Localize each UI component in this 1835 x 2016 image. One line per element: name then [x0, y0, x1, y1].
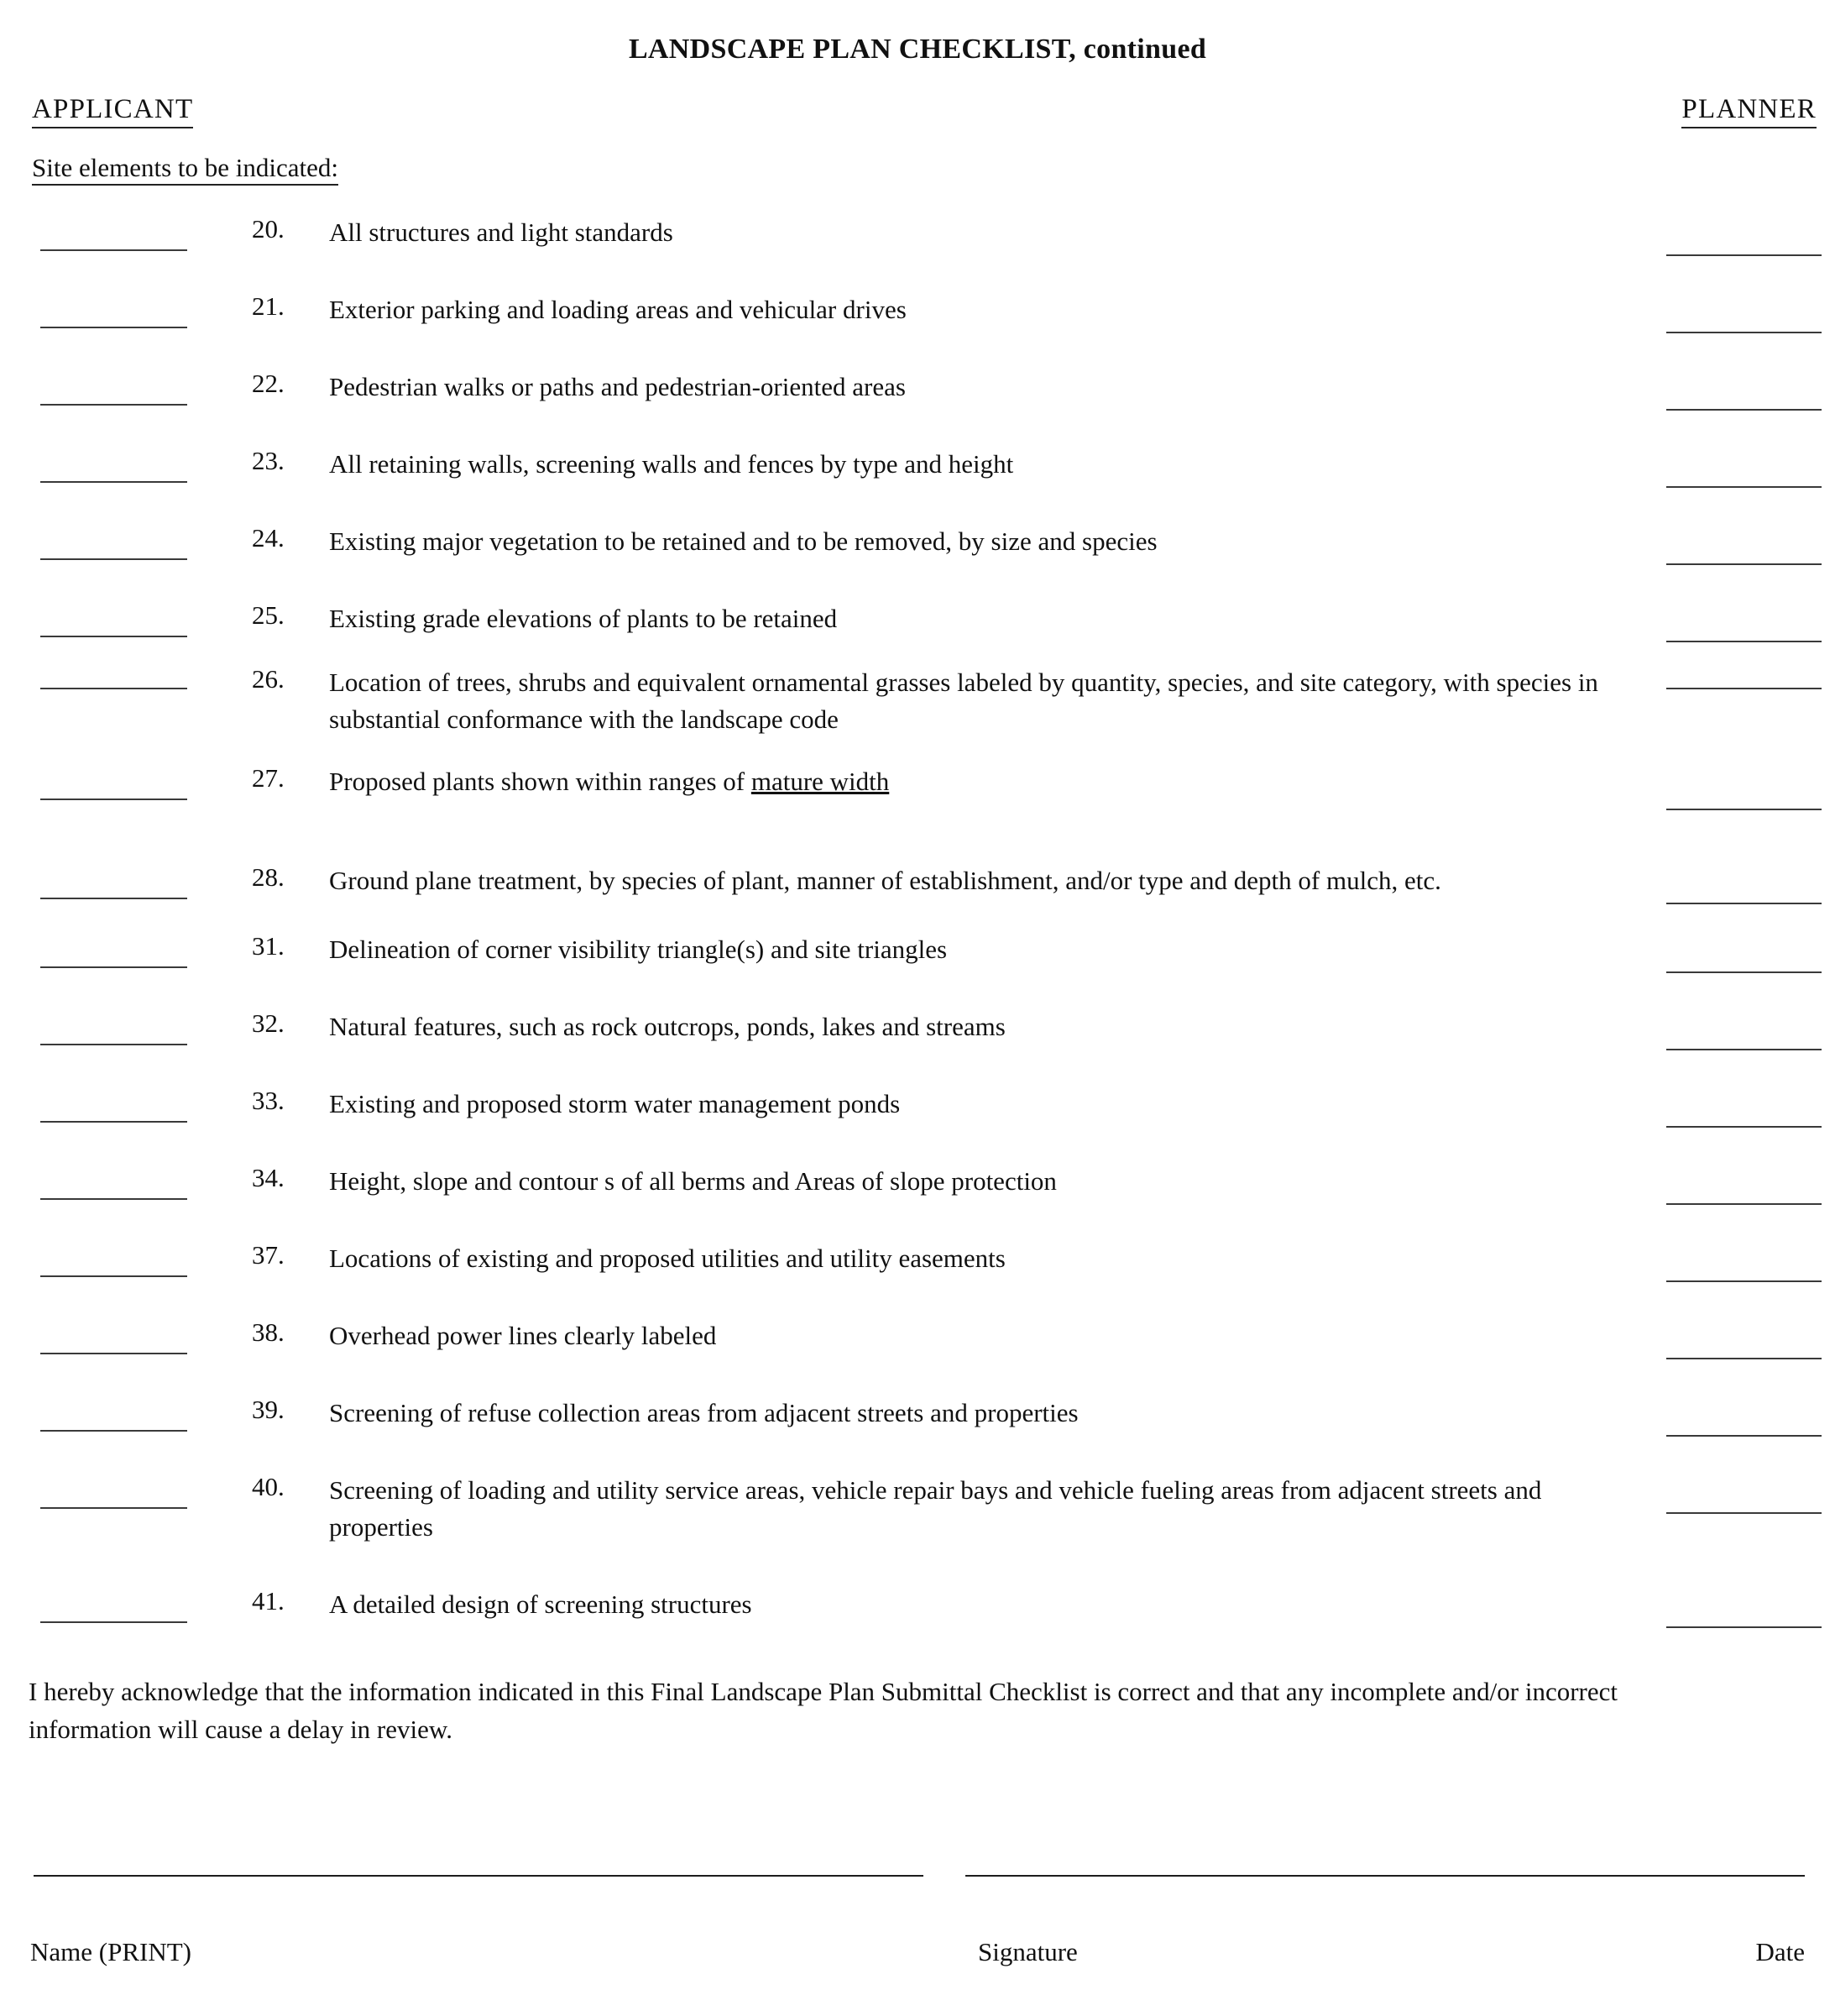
item-text: Existing grade elevations of plants to be retained	[329, 604, 838, 633]
applicant-signoff-line[interactable]	[40, 404, 187, 406]
item-text: Overhead power lines clearly labeled	[329, 1321, 717, 1351]
item-text: Locations of existing and proposed utilities and utility easements	[329, 1244, 1006, 1274]
item-number: 38.	[252, 1317, 285, 1348]
label-date: Date	[1755, 1936, 1805, 1966]
planner-signoff-line[interactable]	[1666, 409, 1822, 411]
applicant-signoff-line[interactable]	[40, 1621, 187, 1623]
checklist-item	[0, 291, 1835, 342]
applicant-signoff-line[interactable]	[40, 481, 187, 483]
item-number: 32.	[252, 1008, 285, 1039]
item-number: 41.	[252, 1586, 285, 1616]
applicant-signoff-line[interactable]	[40, 898, 187, 899]
applicant-signoff-line[interactable]	[40, 799, 187, 800]
page-title: LANDSCAPE PLAN CHECKLIST, continued	[628, 34, 1207, 65]
column-header-planner: PLANNER	[1681, 94, 1817, 128]
planner-signoff-line[interactable]	[1666, 1126, 1822, 1128]
item-text: Screening of refuse collection areas from adjacent streets and properties	[329, 1398, 1079, 1428]
applicant-signoff-line[interactable]	[40, 1275, 187, 1277]
applicant-signoff-line[interactable]	[40, 688, 187, 689]
planner-signoff-line[interactable]	[1666, 1049, 1822, 1050]
item-number: 33.	[252, 1086, 285, 1116]
checklist-rows	[0, 214, 1835, 1636]
item-number: 25.	[252, 600, 285, 630]
item-number: 23.	[252, 446, 285, 475]
checklist-item	[0, 1008, 1835, 1059]
item-number: 21.	[252, 291, 285, 321]
checklist-item	[0, 1395, 1835, 1445]
planner-signoff-line[interactable]	[1666, 332, 1822, 333]
item-number: 27.	[252, 763, 285, 793]
planner-signoff-line[interactable]	[1666, 1512, 1822, 1514]
planner-signoff-line[interactable]	[1666, 903, 1822, 904]
checklist-item	[0, 369, 1835, 419]
item-number: 20.	[252, 214, 285, 243]
signature-lines	[0, 1875, 1835, 1925]
applicant-signoff-line[interactable]	[40, 1044, 187, 1045]
applicant-signoff-line[interactable]	[40, 327, 187, 328]
applicant-signoff-line[interactable]	[40, 558, 187, 560]
checklist-item	[0, 1240, 1835, 1291]
acknowledgement-text: I hereby acknowledge that the information indicated in this Final Landscape Plan Submittal Checklist is correct and that any incomplete and/or incorrect information will cause a delay in review.	[29, 1677, 1618, 1744]
checklist-item	[0, 862, 1835, 913]
item-text: All retaining walls, screening walls and fences by type and height	[329, 449, 1014, 479]
planner-signoff-line[interactable]	[1666, 254, 1822, 256]
item-text: Location of trees, shrubs and equivalent ornamental grasses labeled by quantity, species, and site category, with species in substantial conformance with the landscape code	[329, 668, 1598, 735]
checklist-item	[0, 1472, 1835, 1546]
item-text: Exterior parking and loading areas and vehicular drives	[329, 295, 907, 324]
applicant-signoff-line[interactable]	[40, 1121, 187, 1123]
checklist-item	[0, 214, 1835, 264]
checklist-item	[0, 1086, 1835, 1136]
signature-labels	[0, 1937, 1835, 1984]
item-text: Existing and proposed storm water management ponds	[329, 1089, 901, 1119]
planner-signoff-line[interactable]	[1666, 641, 1822, 642]
applicant-signoff-line[interactable]	[40, 1507, 187, 1509]
planner-signoff-line[interactable]	[1666, 1203, 1822, 1205]
item-text: Ground plane treatment, by species of plant, manner of establishment, and/or type and depth of mulch, etc.	[329, 866, 1441, 896]
planner-signoff-line[interactable]	[1666, 688, 1822, 689]
planner-signoff-line[interactable]	[1666, 563, 1822, 565]
planner-signoff-line[interactable]	[1666, 1435, 1822, 1437]
item-text: Existing major vegetation to be retained and to be removed, by size and species	[329, 526, 1158, 556]
planner-signoff-line[interactable]	[1666, 809, 1822, 810]
item-text-plain: Proposed plants shown within ranges of	[329, 767, 751, 797]
item-text: Height, slope and contour s of all berms and Areas of slope protection	[329, 1166, 1057, 1197]
item-number: 24.	[252, 523, 285, 552]
applicant-signoff-line[interactable]	[40, 1353, 187, 1354]
label-name-print: Name (PRINT)	[30, 1936, 191, 1966]
planner-signoff-line[interactable]	[1666, 1358, 1822, 1359]
item-text: Delineation of corner visibility triangle(s) and site triangles	[329, 935, 948, 965]
item-number: 26.	[252, 664, 285, 694]
column-headers	[0, 94, 1835, 133]
item-number: 40.	[252, 1472, 285, 1502]
applicant-signoff-line[interactable]	[40, 249, 187, 251]
checklist-item	[0, 446, 1835, 496]
applicant-signoff-line[interactable]	[40, 966, 187, 968]
checklist-item	[0, 931, 1835, 982]
column-header-applicant: APPLICANT	[32, 94, 193, 128]
item-number: 37.	[252, 1240, 285, 1270]
applicant-signoff-line[interactable]	[40, 636, 187, 637]
item-text	[329, 763, 1625, 800]
item-number: 31.	[252, 931, 285, 961]
item-text: Screening of loading and utility service areas, vehicle repair bays and vehicle fueling areas from adjacent streets and properties	[329, 1475, 1542, 1542]
checklist-item	[0, 1586, 1835, 1636]
planner-signoff-line[interactable]	[1666, 971, 1822, 973]
checklist-item	[0, 1317, 1835, 1368]
planner-signoff-line[interactable]	[1666, 1280, 1822, 1282]
planner-signoff-line[interactable]	[1666, 1626, 1822, 1628]
checklist-item	[0, 763, 1835, 814]
checklist-item	[0, 600, 1835, 651]
planner-signoff-line[interactable]	[1666, 486, 1822, 488]
item-number: 34.	[252, 1163, 285, 1193]
item-text-underlined: mature width	[750, 767, 890, 797]
applicant-signoff-line[interactable]	[40, 1430, 187, 1432]
signature-date-line[interactable]	[965, 1875, 1805, 1877]
item-text: All structures and light standards	[329, 217, 673, 247]
section-heading: Site elements to be indicated:	[32, 153, 338, 186]
item-number: 39.	[252, 1395, 285, 1425]
item-text: Pedestrian walks or paths and pedestrian-oriented areas	[329, 372, 906, 401]
checklist-item	[0, 523, 1835, 573]
label-signature: Signature	[978, 1936, 1078, 1966]
name-signature-line[interactable]	[34, 1875, 923, 1877]
checklist-item	[0, 664, 1835, 738]
item-text: Natural features, such as rock outcrops, ponds, lakes and streams	[329, 1012, 1006, 1042]
applicant-signoff-line[interactable]	[40, 1198, 187, 1200]
item-number: 22.	[252, 369, 285, 398]
checklist-item	[0, 1163, 1835, 1213]
item-text: A detailed design of screening structures	[329, 1589, 752, 1620]
item-number: 28.	[252, 862, 285, 893]
